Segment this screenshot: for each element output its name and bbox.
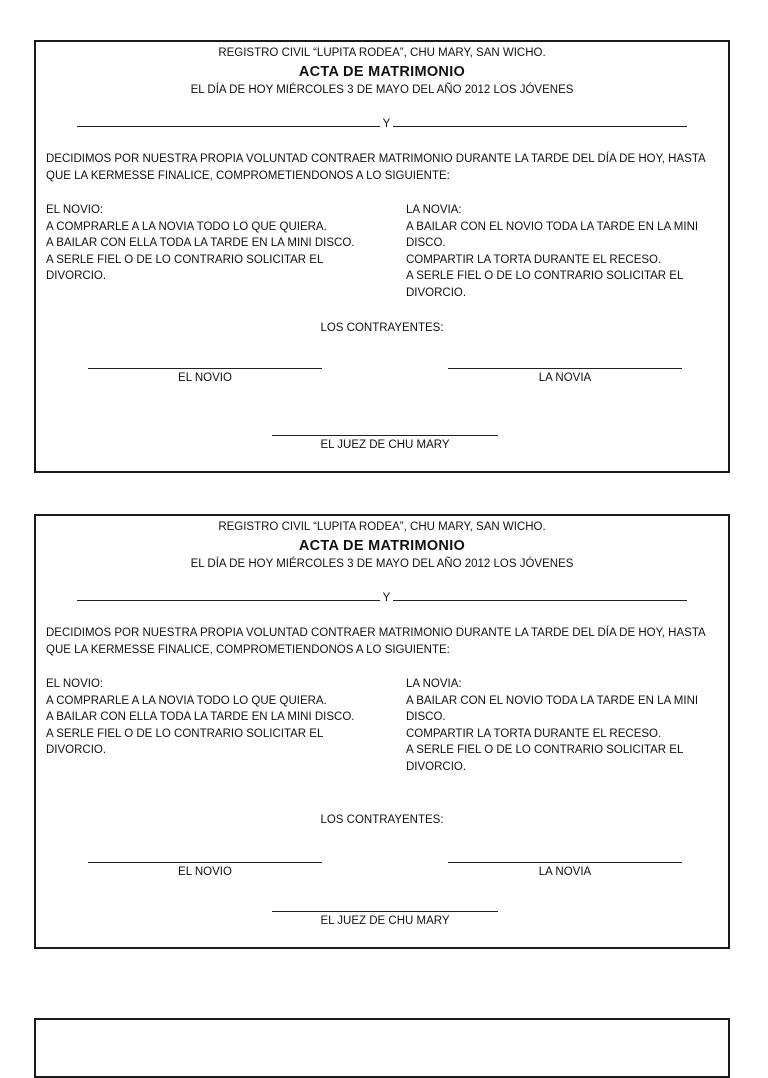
- bride-name-blank[interactable]: [393, 126, 687, 127]
- novia-heading: LA NOVIA:: [406, 204, 462, 216]
- novio-signature-label: EL NOVIO: [178, 866, 232, 878]
- novia-commitments: [406, 676, 698, 775]
- novio-commitments: [46, 676, 354, 759]
- groom-name-blank[interactable]: [77, 126, 380, 127]
- novia-heading: LA NOVIA:: [406, 678, 462, 690]
- novia-signature-label: LA NOVIA: [538, 372, 592, 384]
- novio-commitment: A COMPRARLE A LA NOVIA TODO LO QUE QUIERA.: [46, 220, 327, 233]
- novio-commitments: [46, 202, 354, 285]
- judge-signature-line[interactable]: [272, 435, 498, 436]
- contrayentes-label: LOS CONTRAYENTES:: [320, 814, 444, 826]
- novia-signature-line[interactable]: [448, 368, 682, 369]
- novia-commitment: A BAILAR CON EL NOVIO TODA LA TARDE EN LA MINI: [406, 694, 699, 707]
- judge-signature-line[interactable]: [272, 911, 498, 912]
- bride-name-blank[interactable]: [393, 600, 687, 601]
- registry-header: REGISTRO CIVIL “LUPITA RODEA”, CHU MARY, SAN WICHO.: [218, 521, 546, 533]
- certificate-title: ACTA DE MATRIMONIO: [298, 64, 466, 80]
- declaration-line-1: DECIDIMOS POR NUESTRA PROPIA VOLUNTAD CONTRAER MATRIMONIO DURANTE LA TARDE DEL DÍA DE HOY, HASTA: [46, 627, 706, 639]
- groom-name-blank[interactable]: [77, 600, 380, 601]
- declaration-line-1: DECIDIMOS POR NUESTRA PROPIA VOLUNTAD CONTRAER MATRIMONIO DURANTE LA TARDE DEL DÍA DE HOY, HASTA: [46, 153, 706, 165]
- novia-commitment: DISCO.: [406, 711, 446, 723]
- certificate-title: ACTA DE MATRIMONIO: [298, 538, 466, 554]
- names-connector: Y: [382, 592, 391, 604]
- novia-commitment: A BAILAR CON EL NOVIO TODA LA TARDE EN LA MINI: [406, 220, 699, 233]
- declaration-line-2: QUE LA KERMESSE FINALICE, COMPROMETIENDONOS A LO SIGUIENTE:: [46, 170, 450, 182]
- acta-card-2: [34, 514, 730, 949]
- novio-commitment: A COMPRARLE A LA NOVIA TODO LO QUE QUIERA.: [46, 694, 327, 707]
- novia-signature-line[interactable]: [448, 862, 682, 863]
- novio-commitment: DIVORCIO.: [46, 744, 107, 756]
- novia-commitment: COMPARTIR LA TORTA DURANTE EL RECESO.: [406, 727, 662, 740]
- certificate-subtitle: EL DÍA DE HOY MIÉRCOLES 3 DE MAYO DEL AÑO 2012 LOS JÓVENES: [190, 558, 574, 570]
- registry-header: REGISTRO CIVIL “LUPITA RODEA”, CHU MARY, SAN WICHO.: [218, 47, 546, 59]
- novio-commitment: A SERLE FIEL O DE LO CONTRARIO SOLICITAR EL: [46, 727, 324, 740]
- novia-commitment: A SERLE FIEL O DE LO CONTRARIO SOLICITAR EL: [406, 744, 684, 756]
- novio-commitment: A BAILAR CON ELLA TODA LA TARDE EN LA MINI DISCO.: [46, 237, 355, 249]
- contrayentes-label: LOS CONTRAYENTES:: [320, 322, 444, 334]
- novia-commitment: DIVORCIO.: [406, 760, 467, 773]
- names-line: [36, 118, 728, 130]
- novio-heading: EL NOVIO:: [46, 204, 104, 216]
- acta-card-1: [34, 40, 730, 473]
- judge-signature-label: EL JUEZ DE CHU MARY: [320, 439, 450, 451]
- novia-commitment: COMPARTIR LA TORTA DURANTE EL RECESO.: [406, 253, 662, 266]
- novio-signature-line[interactable]: [88, 862, 322, 863]
- declaration-line-2: QUE LA KERMESSE FINALICE, COMPROMETIENDONOS A LO SIGUIENTE:: [46, 644, 450, 656]
- novio-commitment: A BAILAR CON ELLA TODA LA TARDE EN LA MINI DISCO.: [46, 711, 355, 723]
- novia-commitment: A SERLE FIEL O DE LO CONTRARIO SOLICITAR EL: [406, 270, 684, 282]
- novia-commitment: DIVORCIO.: [406, 286, 467, 299]
- novio-commitment: DIVORCIO.: [46, 270, 107, 282]
- novia-signature-label: LA NOVIA: [538, 866, 592, 878]
- novio-signature-label: EL NOVIO: [178, 372, 232, 384]
- novio-signature-line[interactable]: [88, 368, 322, 369]
- names-connector: Y: [382, 118, 391, 130]
- novio-heading: EL NOVIO:: [46, 678, 104, 690]
- names-line: [36, 592, 728, 604]
- novio-commitment: A SERLE FIEL O DE LO CONTRARIO SOLICITAR EL: [46, 253, 324, 266]
- acta-card-3: [34, 1018, 730, 1078]
- novia-commitment: DISCO.: [406, 237, 446, 249]
- judge-signature-label: EL JUEZ DE CHU MARY: [320, 915, 450, 927]
- certificate-subtitle: EL DÍA DE HOY MIÉRCOLES 3 DE MAYO DEL AÑO 2012 LOS JÓVENES: [190, 84, 574, 96]
- novia-commitments: [406, 202, 698, 301]
